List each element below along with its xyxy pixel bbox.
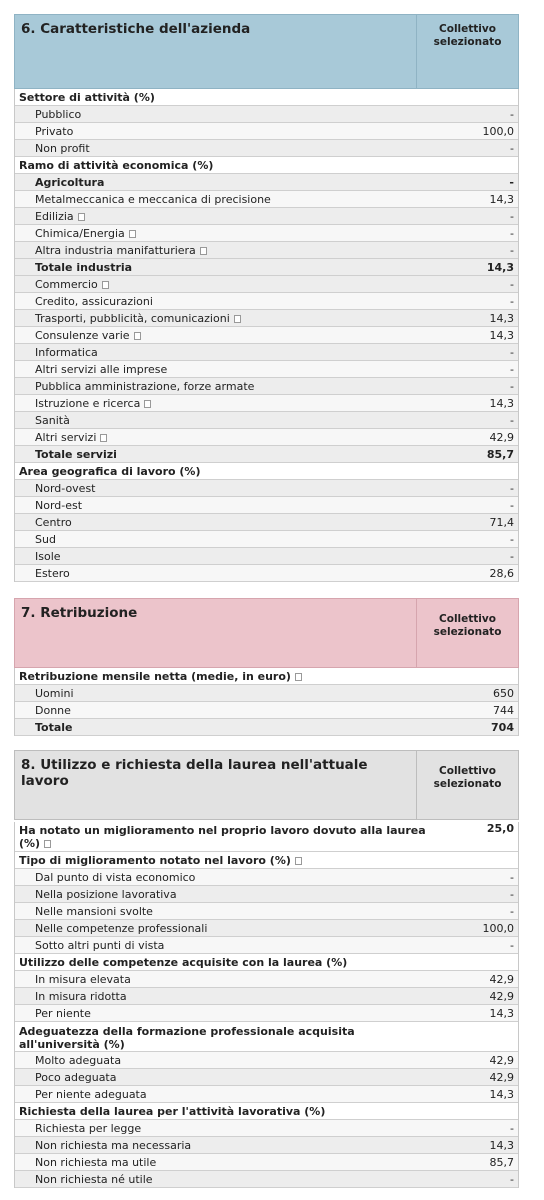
row-label-text: Nelle mansioni svolte xyxy=(35,904,153,918)
row-label-text: Donne xyxy=(35,703,71,717)
row-value: 14,3 xyxy=(489,192,514,206)
section-7-rows xyxy=(14,668,519,736)
section-7-header xyxy=(14,598,519,668)
row-label-text: Altri servizi xyxy=(35,430,97,444)
section-8-title: 8. Utilizzo e richiesta della laurea nell'attuale lavoro xyxy=(21,757,368,789)
table-row xyxy=(15,327,518,344)
info-note-icon[interactable] xyxy=(200,247,207,255)
info-note-icon[interactable] xyxy=(144,400,151,408)
row-label-text: Adeguatezza della formazione professionale acquisita all'università (%) xyxy=(19,1024,355,1051)
row-label xyxy=(15,312,438,325)
row-label-text: Ha notato un miglioramento nel proprio lavoro dovuto alla laurea (%) xyxy=(19,824,426,850)
row-label-text: Totale industria xyxy=(35,260,133,274)
row-label xyxy=(15,414,438,427)
row-label xyxy=(15,687,438,700)
row-label xyxy=(15,1105,438,1118)
row-label xyxy=(15,550,438,563)
row-label xyxy=(15,567,438,580)
table-category-row xyxy=(15,89,518,106)
row-value: 71,4 xyxy=(489,515,514,529)
section-8-rows xyxy=(14,822,519,1188)
row-label xyxy=(15,193,438,206)
table-row xyxy=(15,1120,518,1137)
table-row xyxy=(15,174,518,191)
row-label xyxy=(15,822,438,850)
row-label-text: Isole xyxy=(35,549,61,563)
row-label-text: In misura elevata xyxy=(35,972,131,986)
table-row xyxy=(15,225,518,242)
row-label-text: Non richiesta né utile xyxy=(35,1172,153,1186)
row-label-text: Pubblica amministrazione, forze armate xyxy=(35,379,255,393)
row-label xyxy=(15,329,438,342)
row-value: - xyxy=(510,107,514,121)
section-6-title: 6. Caratteristiche dell'azienda xyxy=(21,21,251,37)
row-label-text: Chimica/Energia xyxy=(35,226,125,240)
row-label-text: Non profit xyxy=(35,141,90,155)
row-label-text: Ramo di attività economica (%) xyxy=(19,158,214,172)
row-label xyxy=(15,1023,438,1051)
row-value: 744 xyxy=(493,703,514,717)
table-row xyxy=(15,1137,518,1154)
table-row xyxy=(15,208,518,225)
row-label-text: Settore di attività (%) xyxy=(19,90,155,104)
table-row xyxy=(15,242,518,259)
row-value: 650 xyxy=(493,686,514,700)
section-8-header xyxy=(14,750,519,820)
info-note-icon[interactable] xyxy=(134,332,141,340)
row-label xyxy=(15,956,438,969)
table-category-row xyxy=(15,954,518,971)
row-value: 14,3 xyxy=(489,396,514,410)
row-label xyxy=(15,888,438,901)
table-row xyxy=(15,123,518,140)
row-label xyxy=(15,922,438,935)
row-value: - xyxy=(510,1121,514,1135)
row-label xyxy=(15,91,438,104)
row-label xyxy=(15,854,438,867)
row-value: - xyxy=(510,294,514,308)
row-value: - xyxy=(510,362,514,376)
row-label-text: Molto adeguata xyxy=(35,1053,122,1067)
row-value: - xyxy=(510,209,514,223)
row-label xyxy=(15,210,438,223)
row-value: - xyxy=(510,141,514,155)
row-label-text: Nord-ovest xyxy=(35,481,96,495)
row-label-text: Area geografica di lavoro (%) xyxy=(19,464,201,478)
row-label xyxy=(15,431,438,444)
row-label xyxy=(15,1088,438,1101)
row-label xyxy=(15,1122,438,1135)
row-label xyxy=(15,227,438,240)
section-8-utilizzo-laurea xyxy=(14,750,519,1188)
row-label xyxy=(15,125,438,138)
row-label-text: Credito, assicurazioni xyxy=(35,294,153,308)
row-label xyxy=(15,295,438,308)
table-row xyxy=(15,497,518,514)
info-note-icon[interactable] xyxy=(100,434,107,442)
table-row xyxy=(15,310,518,327)
row-label-text: Uomini xyxy=(35,686,74,700)
row-label xyxy=(15,704,438,717)
section-8-column-header: Collettivo selezionato xyxy=(416,751,518,819)
row-label xyxy=(15,108,438,121)
row-label-text: Altri servizi alle imprese xyxy=(35,362,168,376)
row-value: - xyxy=(509,175,514,189)
row-label xyxy=(15,448,438,461)
row-label-text: Estero xyxy=(35,566,70,580)
row-label xyxy=(15,1139,438,1152)
table-total-row xyxy=(15,719,518,736)
table-row xyxy=(15,1154,518,1171)
table-row xyxy=(15,344,518,361)
row-label-text: Nella posizione lavorativa xyxy=(35,887,177,901)
row-label xyxy=(15,465,438,478)
row-value: - xyxy=(510,243,514,257)
row-label-text: Totale xyxy=(35,720,73,734)
row-value: - xyxy=(510,549,514,563)
row-label xyxy=(15,990,438,1003)
table-row xyxy=(15,988,518,1005)
row-label-text: Utilizzo delle competenze acquisite con la laurea (%) xyxy=(19,955,348,969)
row-value: 42,9 xyxy=(489,1070,514,1084)
row-label-text: Non richiesta ma necessaria xyxy=(35,1138,192,1152)
table-row xyxy=(15,869,518,886)
row-label xyxy=(15,871,438,884)
row-label-text: Commercio xyxy=(35,277,98,291)
row-value: - xyxy=(510,498,514,512)
row-label-text: Totale servizi xyxy=(35,447,117,461)
row-label-text: Istruzione e ricerca xyxy=(35,396,141,410)
row-label xyxy=(15,533,438,546)
table-row xyxy=(15,412,518,429)
row-label-text: Sanità xyxy=(35,413,70,427)
row-value: - xyxy=(510,904,514,918)
row-value: 28,6 xyxy=(489,566,514,580)
table-row xyxy=(15,1005,518,1022)
row-value: 85,7 xyxy=(489,1155,514,1169)
table-row xyxy=(15,937,518,954)
table-row xyxy=(15,1086,518,1103)
section-7-column-header: Collettivo selezionato xyxy=(416,599,518,667)
table-row xyxy=(15,378,518,395)
table-row xyxy=(15,1069,518,1086)
row-label xyxy=(15,142,438,155)
table-row xyxy=(15,920,518,937)
info-note-icon[interactable] xyxy=(295,673,302,681)
info-note-icon[interactable] xyxy=(295,857,302,865)
table-row xyxy=(15,293,518,310)
row-value: 14,3 xyxy=(489,1087,514,1101)
row-label-text: Non richiesta ma utile xyxy=(35,1155,157,1169)
row-value: - xyxy=(510,870,514,884)
row-label xyxy=(15,1156,438,1169)
row-label xyxy=(15,499,438,512)
table-row xyxy=(15,685,518,702)
section-7-title: 7. Retribuzione xyxy=(21,605,138,621)
table-row xyxy=(15,276,518,293)
row-value: 100,0 xyxy=(482,124,514,138)
table-row xyxy=(15,514,518,531)
row-label xyxy=(15,939,438,952)
row-value: - xyxy=(510,345,514,359)
info-note-icon[interactable] xyxy=(234,315,241,323)
row-label xyxy=(15,905,438,918)
row-value: 100,0 xyxy=(482,921,514,935)
row-value: 42,9 xyxy=(489,972,514,986)
table-row xyxy=(15,106,518,123)
info-note-icon[interactable] xyxy=(44,840,51,848)
row-label xyxy=(15,1173,438,1186)
row-value: - xyxy=(510,277,514,291)
info-note-icon[interactable] xyxy=(78,213,85,221)
row-value: 42,9 xyxy=(489,989,514,1003)
row-label-text: Metalmeccanica e meccanica di precisione xyxy=(35,192,271,206)
row-value: 704 xyxy=(491,720,514,734)
section-6-column-header: Collettivo selezionato xyxy=(416,15,518,88)
table-row xyxy=(15,1171,518,1188)
row-value: - xyxy=(510,226,514,240)
table-category-row xyxy=(15,1103,518,1120)
section-6-azienda xyxy=(14,14,519,582)
row-label xyxy=(15,1007,438,1020)
row-value: - xyxy=(510,887,514,901)
table-total-row xyxy=(15,446,518,463)
table-row xyxy=(15,140,518,157)
table-row xyxy=(15,361,518,378)
row-value: 25,0 xyxy=(486,822,514,835)
row-label-text: Richiesta della laurea per l'attività lavorativa (%) xyxy=(19,1104,326,1118)
row-label xyxy=(15,380,438,393)
table-category-row xyxy=(15,463,518,480)
row-label xyxy=(15,261,438,274)
row-label-text: In misura ridotta xyxy=(35,989,127,1003)
row-label-text: Privato xyxy=(35,124,74,138)
table-row xyxy=(15,702,518,719)
info-note-icon[interactable] xyxy=(129,230,136,238)
table-category-row xyxy=(15,157,518,174)
row-label xyxy=(15,397,438,410)
row-label-text: Pubblico xyxy=(35,107,82,121)
row-value: - xyxy=(510,1172,514,1186)
row-value: 14,3 xyxy=(489,1138,514,1152)
section-6-header xyxy=(14,14,519,89)
row-label xyxy=(15,278,438,291)
table-row xyxy=(15,429,518,446)
row-value: - xyxy=(510,481,514,495)
row-value: 14,3 xyxy=(489,328,514,342)
table-row xyxy=(15,531,518,548)
table-category-row xyxy=(15,852,518,869)
row-value: 85,7 xyxy=(486,447,514,461)
row-label-text: Consulenze varie xyxy=(35,328,130,342)
row-label-text: Richiesta per legge xyxy=(35,1121,142,1135)
row-label-text: Edilizia xyxy=(35,209,74,223)
table-row xyxy=(15,565,518,582)
row-label xyxy=(15,244,438,257)
row-value: 14,3 xyxy=(489,311,514,325)
table-category-row xyxy=(15,822,518,852)
row-label xyxy=(15,176,438,189)
row-value: 14,3 xyxy=(489,1006,514,1020)
row-label-text: Agricoltura xyxy=(35,175,105,189)
row-value: 42,9 xyxy=(489,430,514,444)
row-label xyxy=(15,159,438,172)
table-row xyxy=(15,1052,518,1069)
row-value: 14,3 xyxy=(486,260,514,274)
section-6-rows xyxy=(14,89,519,582)
section-7-retribuzione xyxy=(14,598,519,736)
row-label xyxy=(15,516,438,529)
table-total-row xyxy=(15,259,518,276)
row-value: - xyxy=(510,413,514,427)
table-row xyxy=(15,191,518,208)
table-row xyxy=(15,480,518,497)
row-label-text: Poco adeguata xyxy=(35,1070,117,1084)
row-label-text: Sotto altri punti di vista xyxy=(35,938,165,952)
table-row xyxy=(15,886,518,903)
table-row xyxy=(15,971,518,988)
info-note-icon[interactable] xyxy=(102,281,109,289)
row-label-text: Altra industria manifatturiera xyxy=(35,243,196,257)
row-label xyxy=(15,346,438,359)
row-label xyxy=(15,1071,438,1084)
row-label-text: Per niente xyxy=(35,1006,91,1020)
row-label-text: Retribuzione mensile netta (medie, in euro) xyxy=(19,669,291,683)
row-value: - xyxy=(510,938,514,952)
row-value: - xyxy=(510,379,514,393)
row-label xyxy=(15,721,438,734)
row-label xyxy=(15,973,438,986)
row-label xyxy=(15,670,438,683)
table-row xyxy=(15,548,518,565)
row-label xyxy=(15,1054,438,1067)
row-label-text: Centro xyxy=(35,515,72,529)
row-label-text: Nord-est xyxy=(35,498,83,512)
row-label-text: Per niente adeguata xyxy=(35,1087,147,1101)
row-label xyxy=(15,482,438,495)
row-label xyxy=(15,363,438,376)
row-label-text: Tipo di miglioramento notato nel lavoro (%) xyxy=(19,853,291,867)
table-category-row xyxy=(15,668,518,685)
row-label-text: Trasporti, pubblicità, comunicazioni xyxy=(35,311,230,325)
table-row xyxy=(15,395,518,412)
table-row xyxy=(15,903,518,920)
row-label-text: Nelle competenze professionali xyxy=(35,921,208,935)
row-label-text: Sud xyxy=(35,532,56,546)
table-category-row xyxy=(15,1022,518,1052)
row-label-text: Dal punto di vista economico xyxy=(35,870,196,884)
row-value: 42,9 xyxy=(489,1053,514,1067)
row-label-text: Informatica xyxy=(35,345,98,359)
row-value: - xyxy=(510,532,514,546)
